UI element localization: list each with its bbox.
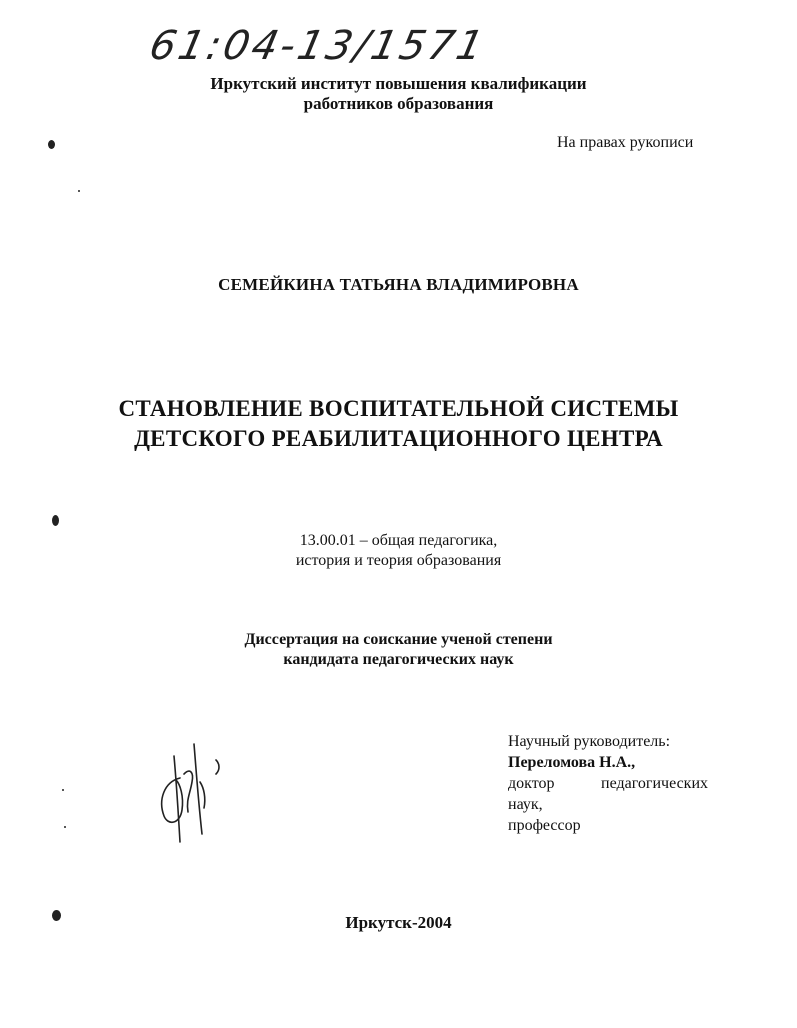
rights-notice: На правах рукописи — [557, 134, 694, 151]
advisor-degree-line-2: наук, — [508, 796, 543, 813]
scan-speck — [78, 190, 80, 192]
signature-mark — [150, 738, 230, 848]
specialty-code — [0, 531, 797, 571]
degree-statement — [0, 630, 797, 670]
institution-name — [0, 74, 797, 114]
degree-line-1: Диссертация на соискание ученой степени — [244, 631, 553, 648]
title-line-1: СТАНОВЛЕНИЕ ВОСПИТАТЕЛЬНОЙ СИСТЕМЫ — [118, 396, 679, 421]
advisor-block — [508, 731, 708, 836]
advisor-rank: профессор — [508, 817, 581, 834]
scan-speck — [52, 910, 61, 921]
city-year: Иркутск-2004 — [345, 913, 452, 932]
degree-line-2: кандидата педагогических наук — [283, 651, 514, 668]
specialty-line-1: 13.00.01 – общая педагогика, — [299, 532, 498, 549]
title-line-2: ДЕТСКОГО РЕАБИЛИТАЦИОННОГО ЦЕНТРА — [134, 426, 663, 451]
advisor-degree-word-1: доктор — [508, 775, 555, 792]
author-name: СЕМЕЙКИНА ТАТЬЯНА ВЛАДИМИРОВНА — [218, 275, 579, 294]
advisor-name: Переломова Н.А., — [508, 754, 636, 771]
dissertation-title — [0, 394, 797, 454]
advisor-degree-word-2: педагогических — [601, 775, 708, 792]
scan-speck — [48, 140, 55, 149]
specialty-line-2: история и теория образования — [295, 552, 502, 569]
institution-line-2: работников образования — [303, 94, 494, 113]
scan-speck — [64, 826, 66, 828]
advisor-label: Научный руководитель: — [508, 733, 671, 750]
scan-speck — [62, 789, 64, 791]
catalog-number-handwritten: 61:04-13/1571 — [145, 23, 491, 69]
advisor-degree-line — [508, 773, 708, 794]
scan-speck — [52, 515, 59, 526]
institution-line-1: Иркутский институт повышения квалификации — [210, 74, 587, 93]
